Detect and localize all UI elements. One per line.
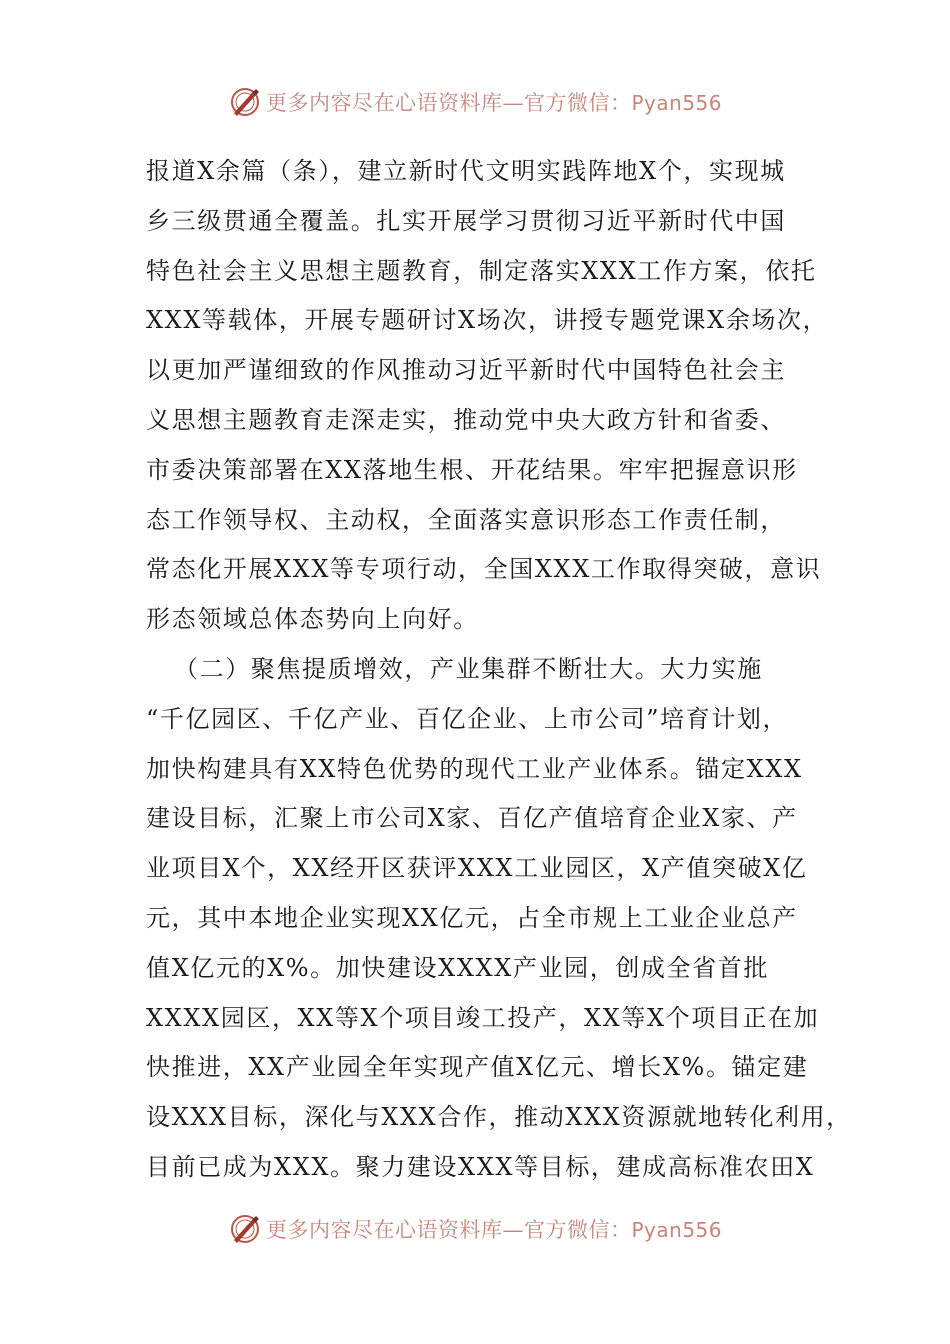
text-line: 义思想主题教育走深走实，推动党中央大政方针和省委、: [146, 405, 786, 434]
document-body: [146, 147, 852, 1193]
footer-wechat-id: Pyan556: [631, 1218, 722, 1242]
text-line: 市委决策部署在XX落地生根、开花结果。牢牢把握意识形: [146, 455, 798, 484]
text-line: XXXX园区，XX等X个项目竣工投产，XX等X个项目正在加: [146, 1003, 820, 1032]
text-line: 目前已成为XXX。聚力建设XXX等目标，建成高标准农田X: [146, 1152, 815, 1181]
text-line: 值X亿元的X%。加快建设XXXX产业园，创成全省首批: [146, 953, 769, 982]
header-banner-text: 更多内容尽在心语资料库—官方微信：Pyan556: [265, 91, 722, 115]
text-line: 报道X余篇（条），建立新时代文明实践阵地X个，实现城: [146, 157, 786, 185]
text-line: 快推进，XX产业园全年实现产值X亿元、增长X%。锚定建: [146, 1053, 809, 1082]
text-line: 业项目X个，XX经开区获评XXX工业园区，X产值突破X亿: [146, 854, 808, 883]
text-line: “千亿园区、千亿产业、百亿企业、上市公司”培育计划，: [146, 704, 789, 733]
text-line: XXX等载体，开展专题研讨X场次，讲授专题党课X余场次，: [146, 306, 829, 335]
pen-seal-icon: [228, 85, 262, 119]
text-line: 加快构建具有XX特色优势的现代工业产业体系。锚定XXX: [146, 754, 803, 783]
text-line: 态工作领导权、主动权，全面落实意识形态工作责任制，: [146, 505, 786, 534]
text-line: 特色社会主义思想主题教育，制定落实XXX工作方案，依托: [146, 256, 817, 285]
text-line: 以更加严谨细致的作风推动习近平新时代中国特色社会主: [146, 356, 786, 385]
section-heading-line: （二）聚焦提质增效，产业集群不断壮大。大力实施: [174, 654, 763, 683]
text-line: 元，其中本地企业实现XX亿元，占全市规上工业企业总产: [146, 903, 798, 932]
header-banner: [0, 82, 950, 122]
footer-banner-text: 更多内容尽在心语资料库—官方微信：Pyan556: [265, 1218, 722, 1242]
text-line: 建设目标，汇聚上市公司X家、百亿产值培育企业X家、产: [146, 804, 798, 833]
text-line: 乡三级贯通全覆盖。扎实开展学习贯彻习近平新时代中国: [146, 206, 786, 235]
footer-banner: [0, 1209, 950, 1249]
text-line: 形态领域总体态势向上向好。: [146, 605, 479, 634]
text-line: 设XXX目标，深化与XXX合作，推动XXX资源就地转化利用，: [146, 1103, 852, 1132]
text-line: 常态化开展XXX等专项行动，全国XXX工作取得突破，意识: [146, 555, 822, 584]
header-wechat-id: Pyan556: [631, 91, 722, 115]
pen-seal-icon: [228, 1212, 262, 1246]
